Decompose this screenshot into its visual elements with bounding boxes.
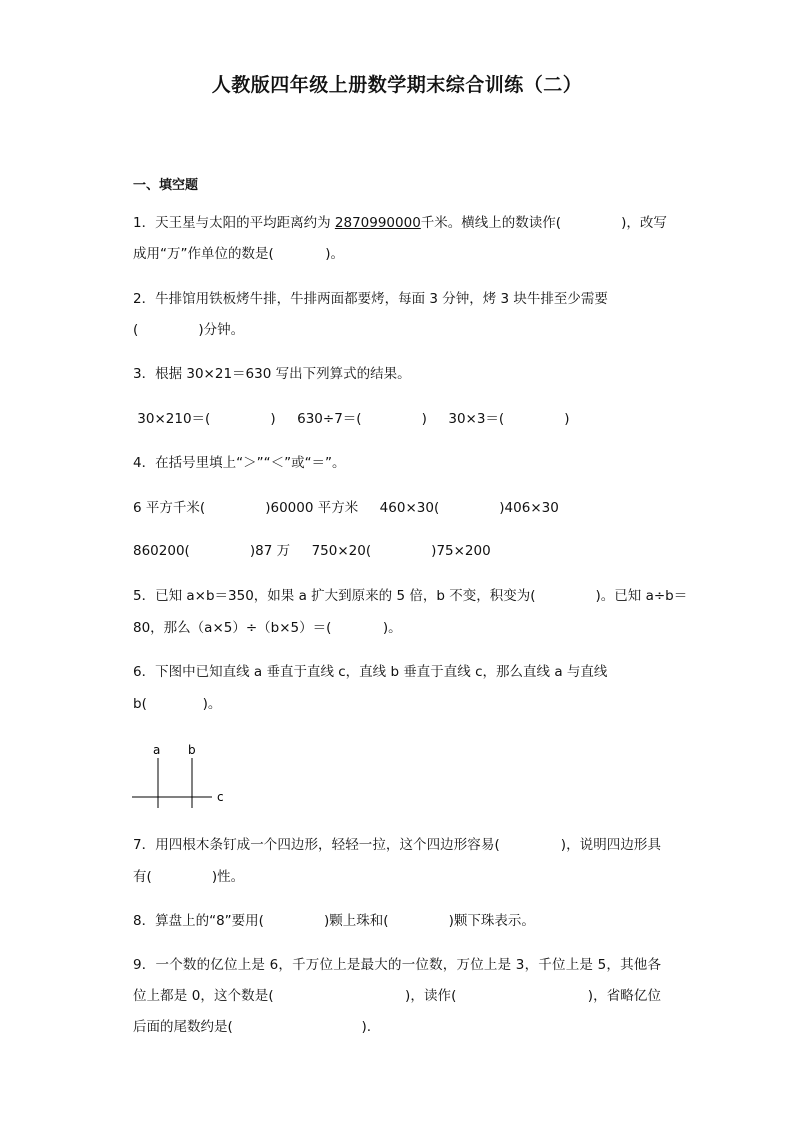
question-2-line-2: ( )分钟。: [133, 322, 245, 338]
question-3-line-2: 30×210＝( ) 630÷7＝( ) 30×3＝( ): [133, 411, 570, 427]
question-7-line-1: 7．用四根木条钉成一个四边形，轻轻一拉，这个四边形容易( )，说明四边形具: [133, 837, 661, 853]
question-4-line-2: 6 平方千米( )60000 平方米 460×30( )406×30: [133, 500, 559, 516]
perpendicular-lines-figure: [128, 740, 238, 812]
section-heading: 一、填空题: [133, 178, 199, 193]
question-8-line-1: 8．算盘上的“8”要用( )颗上珠和( )颗下珠表示。: [133, 913, 535, 929]
question-1-text-a: 1．天王星与太阳的平均距离约为: [133, 215, 335, 231]
question-1-text-b: 千米。横线上的数读作( )，改写: [420, 215, 667, 231]
question-6-line-1: 6．下图中已知直线 a 垂直于直线 c，直线 b 垂直于直线 c，那么直线 a 与直线: [133, 664, 608, 680]
question-2-line-1: 2．牛排馆用铁板烤牛排，牛排两面都要烤，每面 3 分钟，烤 3 块牛排至少需要: [133, 291, 608, 307]
question-1-line-2: 成用“万”作单位的数是( )。: [133, 246, 345, 262]
question-4-line-1: 4．在括号里填上“＞”“＜”或“＝”。: [133, 455, 346, 471]
question-1-line-1: [133, 215, 667, 231]
question-5-line-1: 5．已知 a×b＝350，如果 a 扩大到原来的 5 倍，b 不变，积变为( )。已知 a÷b＝: [133, 588, 688, 604]
page-title: 人教版四年级上册数学期末综合训练（二）: [211, 74, 583, 96]
question-7-line-2: 有( )性。: [133, 869, 245, 885]
question-9-line-1: 9．一个数的亿位上是 6，千万位上是最大的一位数，万位上是 3，千位上是 5，其他各: [133, 957, 661, 973]
question-6-line-2: b( )。: [133, 696, 222, 712]
question-5-line-2: 80，那么（a×5）÷（b×5）＝( )。: [133, 620, 402, 636]
question-4-line-3: 860200( )87 万 750×20( )75×200: [133, 543, 491, 559]
label-b: b: [188, 743, 196, 757]
question-9-line-3: 后面的尾数约是( ).: [133, 1019, 372, 1035]
question-3-line-1: 3．根据 30×21＝630 写出下列算式的结果。: [133, 366, 411, 382]
question-1-number: 2870990000: [334, 215, 421, 231]
label-a: a: [153, 743, 161, 757]
question-9-line-2: 位上都是 0，这个数是( )，读作( )，省略亿位: [133, 988, 661, 1004]
label-c: c: [217, 790, 224, 804]
